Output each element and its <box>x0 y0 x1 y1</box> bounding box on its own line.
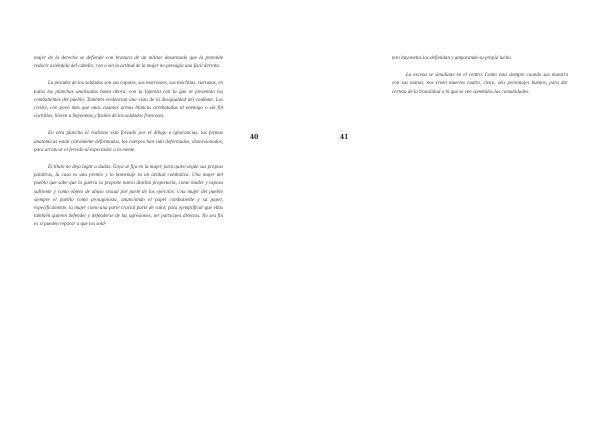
paragraph: En otra plancha el realismo está forzado por el dibujo e ignorancias, las formas anatómicas están claramente deformadas, los cuerpos han sido deformados, distorsionados, para arrancar el fervido al espectador a la mente. <box>34 130 223 153</box>
page-number-right: 41 <box>340 134 349 141</box>
left-page-body <box>34 54 223 238</box>
paragraph: mujer de la derecha se defiende con bravura de un militar desarmado que la pretende reducir asiéndola del cabello, con o sin la actitud de la mujer no presagia una fácil derrota. <box>34 55 223 70</box>
paragraph: La pesadez de los soldados son sus capotes, sus morriones, sus mochilas, cuerazas, en todas los planchas analizadas hasta ahora, con la ligereza con la que se presentan los combatientes del pueblo. También evidencian una vista de la desigualdad del combate. Los civiles, con poco más que unas cuantas armas blancas arrebatadas al enemigo o sin fin cuchillos, hieren a bayonetas y fusiles de los soldados franceses. <box>34 80 223 120</box>
paragraph: La escena se simulante en el centro. Como está siempre cuando sus muestra con sus manos, nos creen muertes cuatro, cinco, seis personajes buenos, para dar certeza de la brutalidad a la que se ven sometidos las comunidades. <box>392 72 568 95</box>
page-number-left: 40 <box>250 134 259 141</box>
right-page <box>300 0 600 424</box>
right-page-body <box>392 54 568 105</box>
paragraph: El título no deja lugar a dudas. Goya se fija en la mujer, para quien según sus propias palabras, la casa es una premio y la homenaje es un actitud combativa. Una mujer del pueblo que sabe que la guerra la propone nuevo destino propietaria, como madre y esposa sufriente y como objeto de abuso sexual por parte de los ejércitos. Una mujer del pueblo siempre el pueblo como protagonista, anunciando el papel combatiente y su papel, específicamente, la mujer como una parte crucial parte de valor, para ejemplificar que ellas también quieren defender y defenderse de las agresiones, ser partícipes directas. No sea fin es si pueden reparar a que los sold- <box>34 164 223 228</box>
paragraph: tero bayonetas las defiendan y amparando su propia lucha. <box>392 55 513 61</box>
